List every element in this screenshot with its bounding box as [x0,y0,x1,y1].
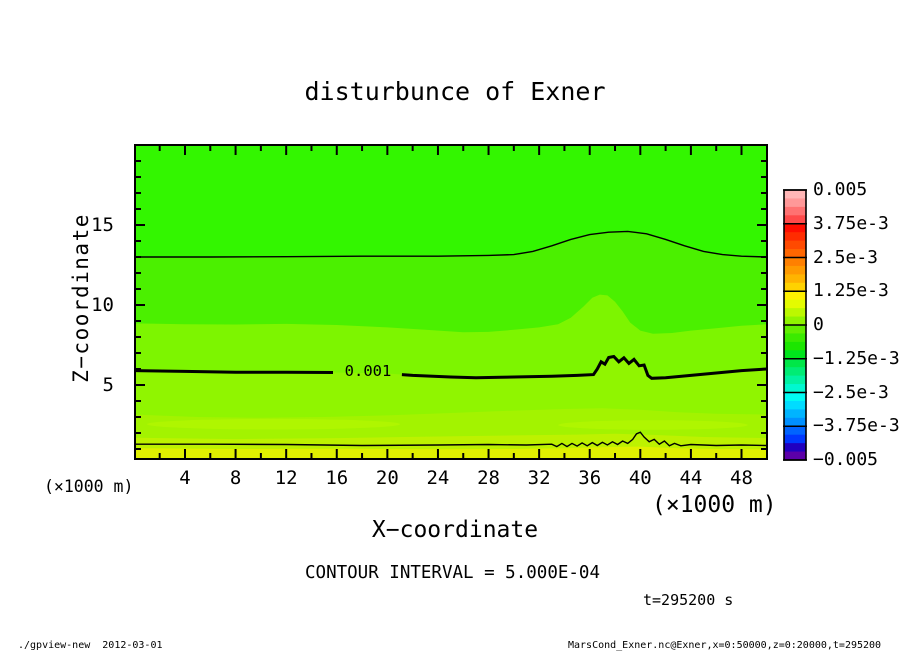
x-tick-label-40: 40 [628,467,652,489]
colorbar-step [784,409,806,418]
y-tick-label-15: 15 [91,214,114,236]
colorbar-step [784,426,806,435]
footer-command-text: ./gpview-new 2012-03-01 [18,640,163,651]
x-tick-label-28: 28 [477,467,500,489]
colorbar-step [784,452,806,461]
colorbar-step [784,249,806,258]
x-tick-label-24: 24 [426,467,450,489]
colorbar-step [784,232,806,241]
chart-title: disturbunce of Exner [304,77,606,106]
colorbar-step [784,207,806,216]
colorbar-label-8: −0.005 [813,449,879,470]
colorbar-step [784,401,806,410]
x-tick-label-4: 4 [179,467,191,489]
time-stamp: t=295200 s [643,591,734,609]
x-tick-label-16: 16 [325,467,349,489]
colorbar-step [784,350,806,359]
colorbar-step [784,393,806,402]
colorbar-step [784,224,806,233]
colorbar-step [784,317,806,326]
x-tick-label-36: 36 [578,467,602,489]
colorbar-step [784,274,806,283]
colorbar-label-2: 2.5e-3 [813,246,879,268]
colorbar-label-3: 1.25e-3 [813,280,889,302]
x-tick-label-44: 44 [679,467,703,489]
contour-interval-text: CONTOUR INTERVAL = 5.000E-04 [305,563,601,583]
contour-line-1a [134,371,333,373]
y-tick-label-5: 5 [102,374,114,396]
colorbar-step [784,359,806,368]
x-units-right-label: (×1000 m) [652,492,777,518]
colorbar-step [784,384,806,393]
x-tick-label-48: 48 [730,467,753,489]
colorbar-step [784,190,806,199]
x-tick-label-32: 32 [527,467,551,489]
x-axis-label: X−coordinate [371,517,539,543]
y-axis-label: Z−coordinate [69,213,93,383]
colorbar-step [784,367,806,376]
colorbar-step [784,198,806,207]
x-units-left-label: (×1000 m) [44,477,134,496]
colorbar-step [784,418,806,427]
y-tick-label-10: 10 [91,294,114,316]
x-tick-label-12: 12 [274,467,298,489]
colorbar-step [784,435,806,444]
colorbar-step [784,215,806,224]
colorbar-step [784,342,806,351]
colorbar-step [784,376,806,385]
colorbar-step [784,443,806,452]
colorbar-step [784,241,806,250]
x-tick-label-8: 8 [229,467,242,489]
contour-line-label: 0.001 [344,362,392,380]
fill-patch-0 [147,419,400,430]
footer-file-info: MarsCond_Exner.nc@Exner,x=0:50000,z=0:20000,t=295200 [568,640,882,651]
colorbar-step [784,258,806,267]
fill-patch-1 [558,420,748,430]
colorbar-label-1: 3.75e-3 [813,212,889,234]
colorbar-step [784,333,806,342]
colorbar-label-0: 0.005 [813,179,868,200]
colorbar-label-6: −2.5e-3 [813,381,889,403]
colorbar-step [784,300,806,309]
colorbar-step [784,283,806,292]
colorbar-step [784,266,806,275]
colorbar-step [784,325,806,334]
x-tick-label-20: 20 [375,467,399,489]
colorbar-step [784,291,806,300]
colorbar-label-7: −3.75e-3 [813,415,900,437]
colorbar-label-4: 0 [813,314,824,335]
colorbar-label-5: −1.25e-3 [813,347,900,369]
colorbar-step [784,308,806,317]
